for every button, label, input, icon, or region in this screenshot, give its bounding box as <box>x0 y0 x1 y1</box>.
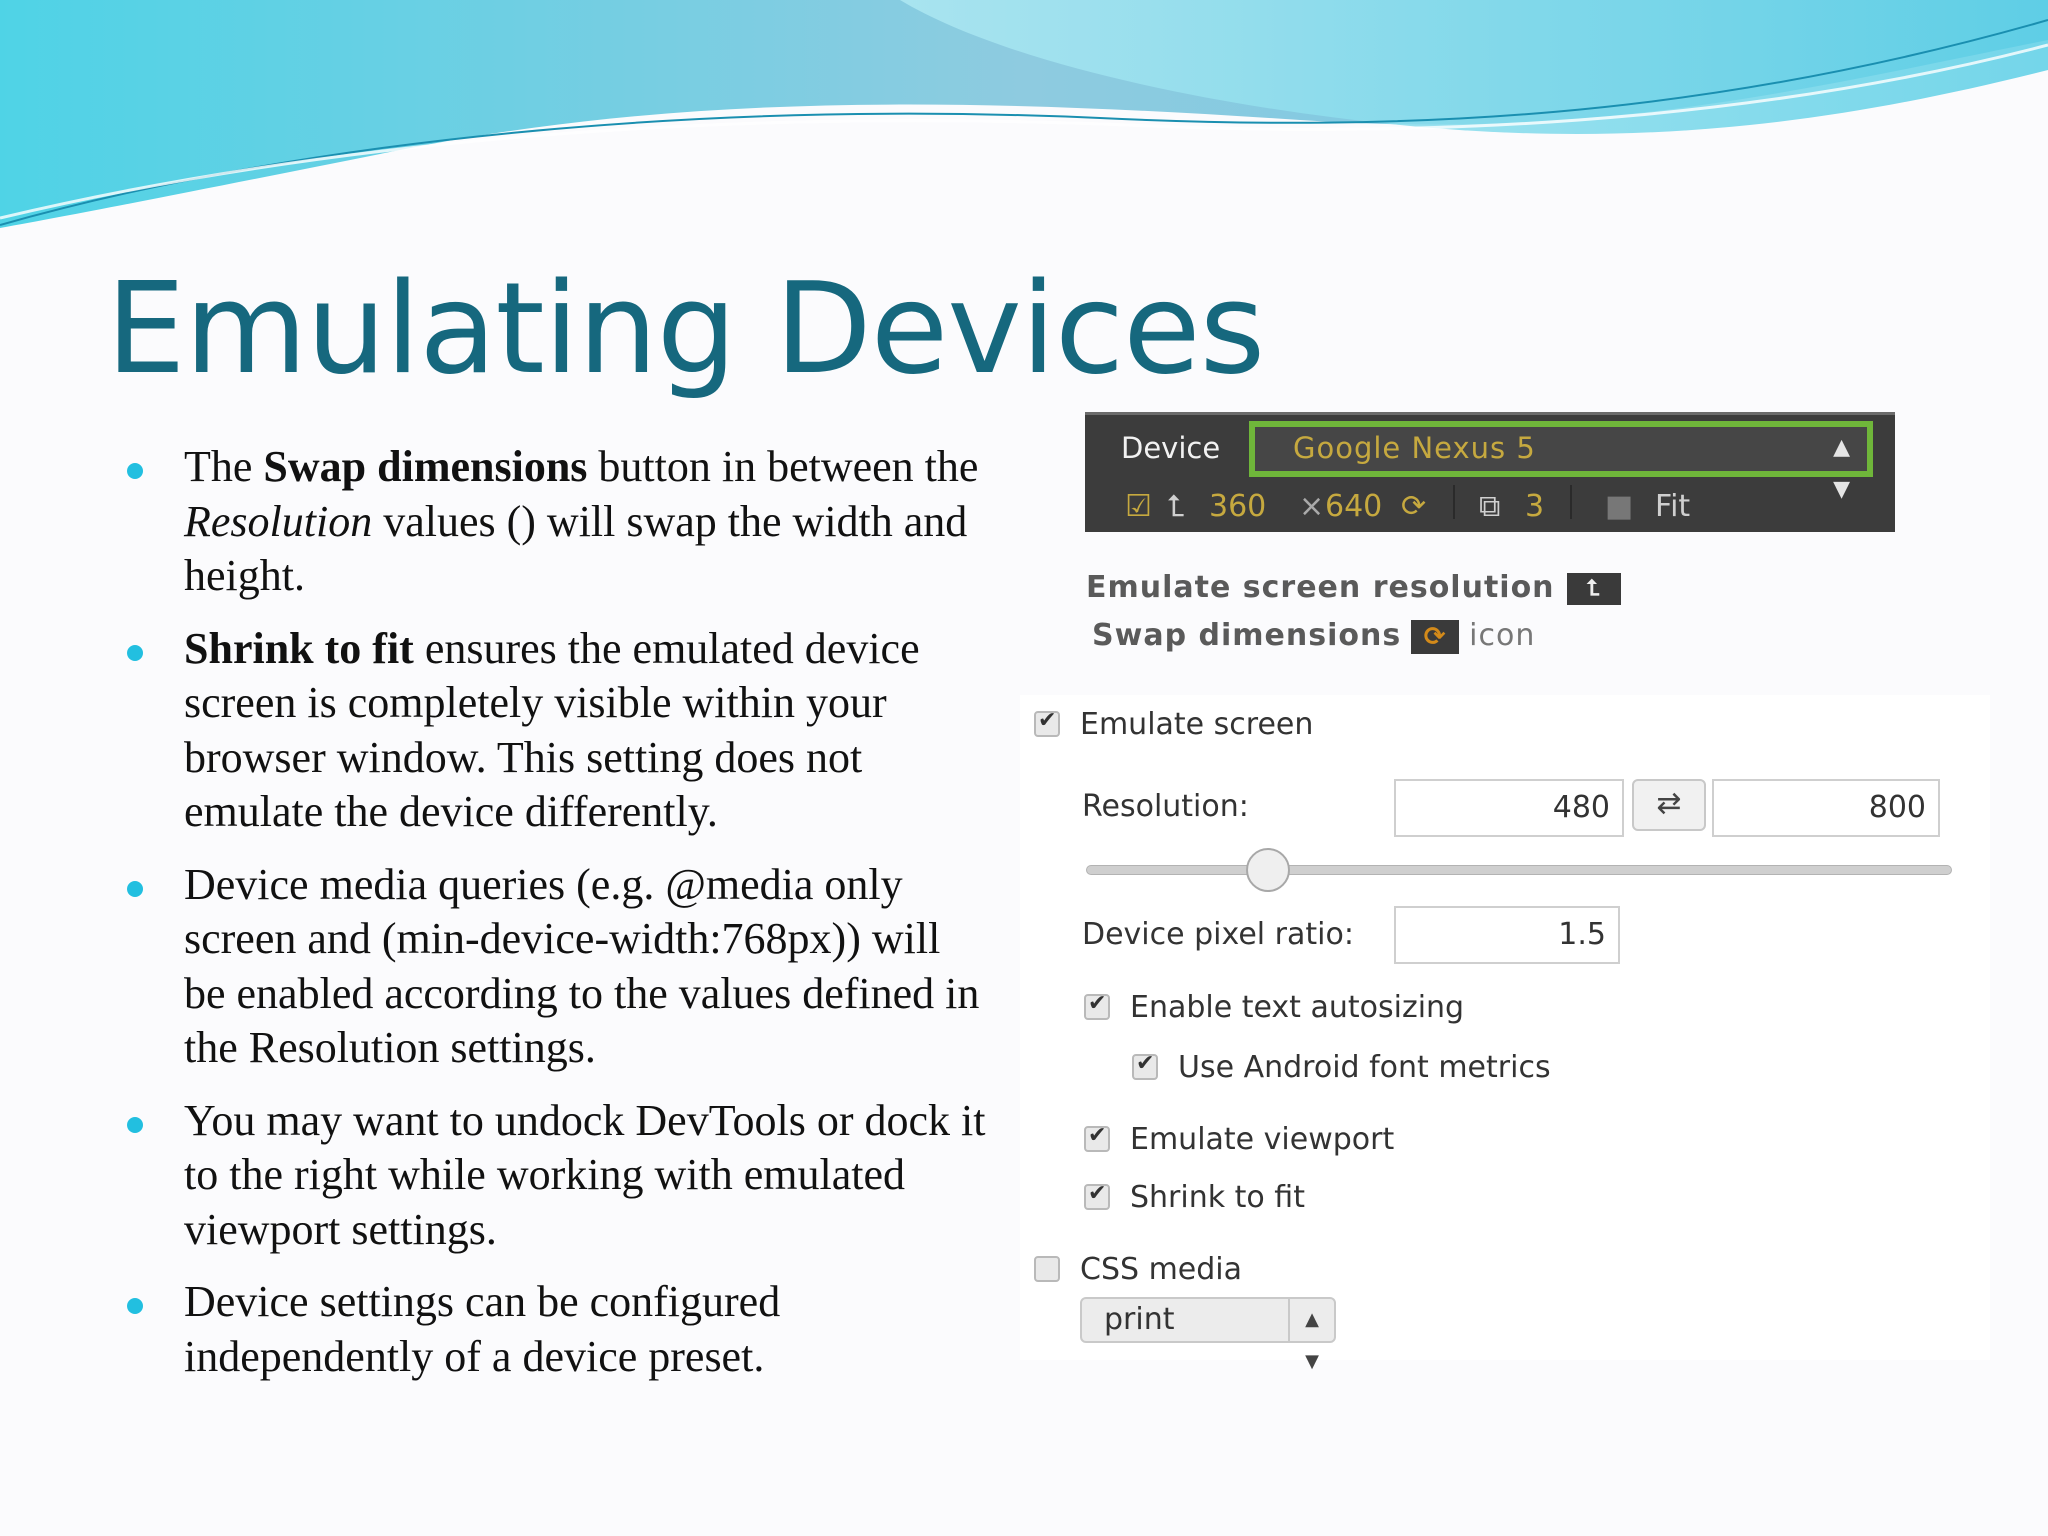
emulate-screen-row[interactable] <box>1034 707 1313 742</box>
bullet-dot-icon <box>127 463 143 479</box>
emulate-viewport-label: Emulate viewport <box>1130 1122 1395 1157</box>
resolution-icon: ⮤ <box>1567 573 1621 605</box>
bullet-item <box>122 440 992 604</box>
caption-line-2 <box>1092 618 1535 654</box>
pixel-ratio-icon: ⧉ <box>1479 489 1501 524</box>
caption-line-1 <box>1086 570 1621 605</box>
toolbar-separator <box>1453 485 1455 519</box>
bullet-item <box>122 1094 992 1258</box>
swap-dimensions-icon: ⟳ <box>1411 620 1459 654</box>
fit-label: Fit <box>1655 489 1691 524</box>
toolbar-ratio: 3 <box>1525 489 1545 524</box>
css-media-label: CSS media <box>1080 1252 1243 1287</box>
toolbar-width: 360 <box>1209 489 1267 524</box>
bullet-text-segment: button in between the <box>587 442 979 491</box>
resolution-icon: ⮤ <box>1167 489 1185 524</box>
toolbar-separator <box>1570 485 1572 519</box>
checkbox-icon[interactable]: ☑ <box>1125 489 1152 524</box>
slide-title: Emulating Devices <box>106 255 1265 402</box>
toolbar-height: 640 <box>1325 489 1383 524</box>
shrink-to-fit-row[interactable] <box>1084 1180 1305 1215</box>
shrink-to-fit-checkbox[interactable] <box>1084 1184 1110 1210</box>
device-select[interactable] <box>1249 421 1873 502</box>
toolbar-caption <box>1060 560 1910 675</box>
resolution-label: Resolution: <box>1082 789 1249 824</box>
bullet-item <box>122 858 992 1076</box>
swap-dimensions-icon[interactable]: ⟳ <box>1401 489 1427 524</box>
header-wave-decoration <box>0 0 2048 240</box>
bullet-text-segment: Device media queries (e.g. @media only screen and (min-device-width:768px)) will be enabled according to the values defined in the Resolution settings. <box>184 859 980 1072</box>
android-font-metrics-checkbox[interactable] <box>1132 1054 1158 1080</box>
text-autosizing-checkbox[interactable] <box>1084 994 1110 1020</box>
text-autosizing-row[interactable] <box>1084 990 1464 1025</box>
bullet-dot-icon <box>127 1117 143 1133</box>
bullet-dot-icon <box>127 881 143 897</box>
device-label: Device <box>1121 431 1221 465</box>
bullet-item <box>122 1275 992 1384</box>
caption-icon-word: icon <box>1469 618 1536 653</box>
device-pixel-ratio-label: Device pixel ratio: <box>1082 917 1354 952</box>
device-pixel-ratio-input[interactable]: 1.5 <box>1394 906 1620 964</box>
emulate-screen-label: Emulate screen <box>1080 707 1314 742</box>
android-font-metrics-label: Use Android font metrics <box>1178 1050 1551 1085</box>
toolbar-row <box>1125 485 1905 529</box>
caption-swap-dimensions: Swap dimensions <box>1092 618 1402 653</box>
emulate-screen-checkbox[interactable] <box>1034 711 1060 737</box>
bullet-text-segment: Resolution <box>184 496 373 546</box>
bullet-text-segment: Shrink to fit <box>184 623 414 673</box>
swap-dimensions-button[interactable]: ⇄ <box>1632 779 1706 831</box>
bullet-dot-icon <box>127 1298 143 1314</box>
text-autosizing-label: Enable text autosizing <box>1130 990 1465 1025</box>
bullet-list <box>122 440 992 1402</box>
bullet-dot-icon <box>127 645 143 661</box>
css-media-checkbox[interactable] <box>1034 1256 1060 1282</box>
resolution-slider-thumb[interactable] <box>1246 848 1290 892</box>
devtools-device-toolbar <box>1085 412 1895 532</box>
emulate-viewport-row[interactable] <box>1084 1122 1394 1157</box>
bullet-text-segment: values () will swap the width and height. <box>184 496 968 600</box>
select-arrows-icon: ▲ ▼ <box>1833 435 1851 502</box>
select-arrows-icon: ▲ ▼ <box>1288 1299 1334 1341</box>
fit-checkbox-icon[interactable]: ■ <box>1605 489 1634 524</box>
resolution-height-input[interactable]: 800 <box>1712 779 1940 837</box>
android-font-metrics-row[interactable] <box>1132 1050 1551 1085</box>
device-select-value: Google Nexus 5 <box>1293 431 1536 465</box>
bullet-text-segment: ensures the emulated device screen is completely visible within your browser window. This setting does not emulate the device differently. <box>184 623 920 836</box>
css-media-select[interactable] <box>1080 1297 1336 1372</box>
resolution-slider[interactable] <box>1086 865 1952 875</box>
emulate-viewport-checkbox[interactable] <box>1084 1126 1110 1152</box>
resolution-width-input[interactable]: 480 <box>1394 779 1624 837</box>
bullet-text-segment: The <box>184 442 264 491</box>
emulation-settings-panel <box>1020 695 1990 1372</box>
times-sign: × <box>1299 489 1325 524</box>
bullet-text-segment: Device settings can be configured independently of a device preset. <box>184 1277 781 1381</box>
bullet-text-segment: Swap dimensions <box>263 442 588 491</box>
css-media-select-value: print <box>1104 1302 1175 1337</box>
shrink-to-fit-label: Shrink to fit <box>1130 1180 1305 1215</box>
caption-emulate-resolution: Emulate screen resolution <box>1086 570 1555 605</box>
bullet-text-segment: You may want to undock DevTools or dock it to the right while working with emulated viewport settings. <box>184 1095 986 1254</box>
bullet-item <box>122 622 992 840</box>
css-media-row[interactable] <box>1034 1252 1242 1287</box>
